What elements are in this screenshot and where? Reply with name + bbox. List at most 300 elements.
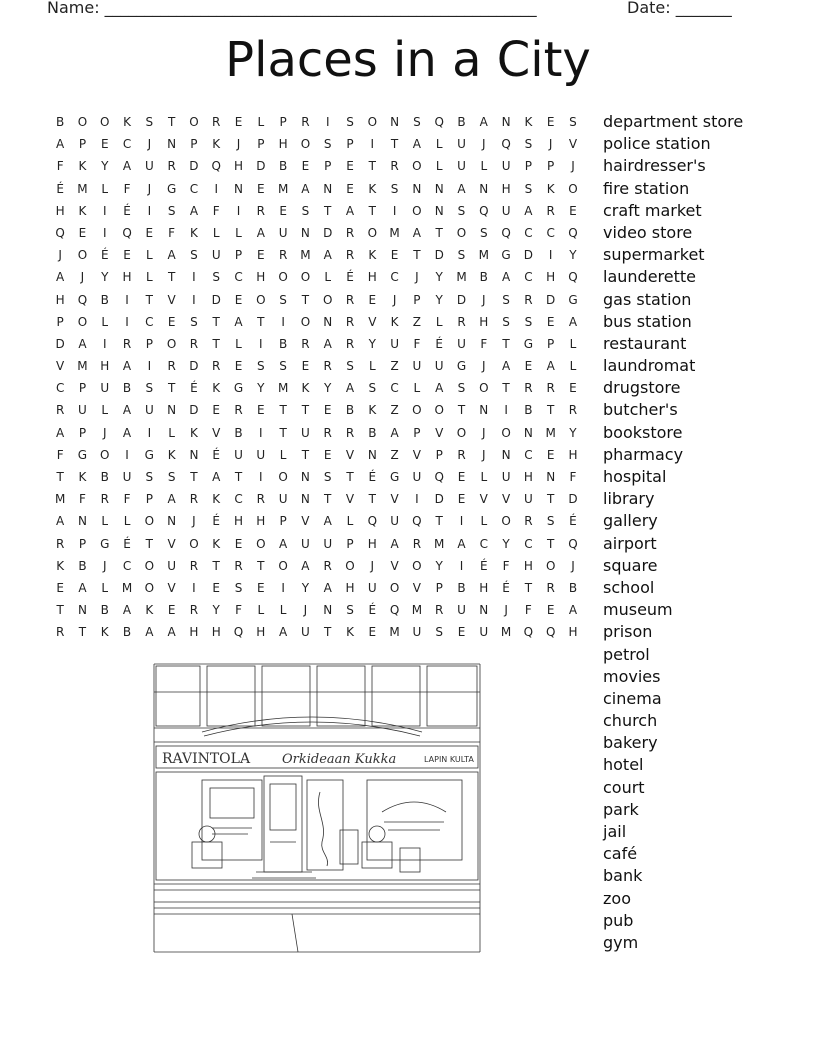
- grid-letter[interactable]: Z: [390, 403, 399, 418]
- grid-letter[interactable]: J: [482, 447, 486, 462]
- grid-letter[interactable]: N: [367, 447, 377, 462]
- grid-letter[interactable]: B: [457, 115, 466, 129]
- grid-letter[interactable]: A: [479, 115, 488, 129]
- grid-letter[interactable]: N: [300, 470, 310, 484]
- grid-letter[interactable]: M: [389, 625, 400, 640]
- grid-letter[interactable]: A: [122, 403, 132, 418]
- grid-letter[interactable]: R: [301, 115, 310, 129]
- grid-letter[interactable]: V: [390, 492, 399, 507]
- grid-letter[interactable]: L: [480, 514, 488, 529]
- grid-letter[interactable]: L: [235, 225, 242, 240]
- grid-letter[interactable]: A: [234, 314, 243, 329]
- grid-letter[interactable]: E: [123, 248, 131, 263]
- grid-letter[interactable]: E: [257, 248, 265, 263]
- grid-letter[interactable]: I: [392, 203, 397, 218]
- grid-letter[interactable]: K: [346, 625, 354, 640]
- grid-letter[interactable]: Q: [122, 225, 132, 240]
- grid-letter[interactable]: O: [501, 514, 511, 529]
- grid-letter[interactable]: U: [523, 492, 533, 507]
- grid-letter[interactable]: L: [257, 115, 265, 129]
- grid-letter[interactable]: B: [279, 336, 288, 351]
- grid-letter[interactable]: T: [145, 292, 153, 307]
- grid-letter[interactable]: S: [457, 248, 466, 263]
- grid-letter[interactable]: H: [479, 580, 489, 595]
- grid-letter[interactable]: E: [257, 580, 265, 595]
- grid-letter[interactable]: Y: [569, 248, 577, 263]
- grid-letter[interactable]: L: [123, 514, 131, 529]
- grid-letter[interactable]: B: [568, 580, 578, 595]
- grid-letter[interactable]: T: [346, 470, 354, 484]
- grid-letter[interactable]: C: [546, 225, 555, 240]
- grid-letter[interactable]: I: [125, 292, 129, 307]
- grid-letter[interactable]: O: [278, 270, 288, 285]
- grid-letter[interactable]: U: [457, 137, 466, 152]
- grid-letter[interactable]: R: [189, 492, 199, 507]
- grid-letter[interactable]: R: [234, 403, 243, 418]
- grid-letter[interactable]: O: [545, 558, 556, 573]
- grid-letter[interactable]: S: [167, 203, 176, 218]
- grid-letter[interactable]: K: [78, 159, 87, 174]
- grid-letter[interactable]: N: [300, 492, 310, 507]
- grid-letter[interactable]: H: [211, 625, 221, 640]
- grid-letter[interactable]: E: [279, 203, 287, 218]
- grid-letter[interactable]: C: [524, 536, 533, 551]
- grid-letter[interactable]: A: [501, 359, 511, 374]
- grid-letter[interactable]: O: [456, 225, 467, 240]
- grid-letter[interactable]: R: [323, 425, 332, 440]
- grid-letter[interactable]: D: [189, 159, 199, 174]
- grid-letter[interactable]: U: [278, 492, 288, 507]
- grid-letter[interactable]: S: [323, 470, 332, 484]
- grid-letter[interactable]: C: [524, 270, 533, 285]
- grid-letter[interactable]: V: [345, 492, 355, 507]
- grid-letter[interactable]: U: [457, 603, 466, 618]
- grid-letter[interactable]: B: [122, 381, 132, 396]
- grid-letter[interactable]: H: [55, 292, 65, 307]
- grid-letter[interactable]: A: [524, 203, 533, 218]
- grid-letter[interactable]: O: [77, 248, 88, 263]
- grid-letter[interactable]: O: [479, 381, 489, 396]
- grid-letter[interactable]: Q: [501, 225, 511, 240]
- grid-letter[interactable]: M: [456, 270, 467, 285]
- grid-letter[interactable]: B: [100, 603, 109, 618]
- grid-letter[interactable]: Y: [569, 425, 577, 440]
- grid-letter[interactable]: V: [56, 359, 65, 374]
- grid-letter[interactable]: P: [279, 514, 287, 529]
- grid-letter[interactable]: U: [390, 514, 399, 529]
- grid-letter[interactable]: G: [144, 447, 154, 462]
- grid-letter[interactable]: L: [569, 359, 577, 374]
- grid-letter[interactable]: O: [77, 115, 88, 129]
- grid-letter[interactable]: A: [122, 159, 132, 174]
- grid-letter[interactable]: T: [324, 625, 332, 640]
- grid-letter[interactable]: R: [546, 381, 555, 396]
- grid-letter[interactable]: L: [279, 447, 287, 462]
- grid-letter[interactable]: S: [368, 381, 377, 396]
- grid-letter[interactable]: Y: [502, 536, 510, 551]
- grid-letter[interactable]: E: [234, 115, 243, 129]
- grid-letter[interactable]: V: [345, 447, 355, 462]
- grid-letter[interactable]: E: [323, 403, 332, 418]
- grid-letter[interactable]: J: [236, 137, 241, 152]
- grid-letter[interactable]: L: [101, 403, 109, 418]
- grid-letter[interactable]: T: [56, 603, 64, 618]
- grid-letter[interactable]: G: [77, 447, 88, 462]
- grid-letter[interactable]: K: [212, 492, 221, 507]
- grid-letter[interactable]: I: [370, 137, 375, 152]
- grid-letter[interactable]: F: [235, 603, 242, 618]
- grid-letter[interactable]: T: [56, 470, 64, 484]
- grid-letter[interactable]: E: [457, 492, 466, 507]
- grid-letter[interactable]: U: [100, 381, 110, 396]
- grid-letter[interactable]: I: [147, 425, 152, 440]
- grid-letter[interactable]: T: [413, 248, 421, 263]
- grid-letter[interactable]: É: [502, 580, 510, 595]
- grid-letter[interactable]: D: [456, 292, 467, 307]
- date-field[interactable]: Date: _______: [627, 0, 732, 17]
- grid-letter[interactable]: R: [189, 558, 199, 573]
- grid-letter[interactable]: J: [482, 359, 486, 374]
- grid-letter[interactable]: S: [301, 203, 310, 218]
- grid-letter[interactable]: I: [259, 470, 263, 484]
- grid-letter[interactable]: K: [167, 447, 176, 462]
- grid-letter[interactable]: B: [100, 292, 109, 307]
- grid-letter[interactable]: A: [78, 580, 87, 595]
- grid-letter[interactable]: M: [434, 536, 445, 551]
- grid-letter[interactable]: A: [390, 425, 399, 440]
- grid-letter[interactable]: É: [56, 181, 64, 196]
- grid-letter[interactable]: V: [435, 425, 444, 440]
- grid-letter[interactable]: É: [123, 536, 131, 551]
- grid-letter[interactable]: F: [123, 181, 131, 196]
- grid-letter[interactable]: F: [56, 159, 64, 174]
- grid-letter[interactable]: R: [323, 359, 332, 374]
- grid-letter[interactable]: O: [501, 425, 511, 440]
- grid-letter[interactable]: C: [524, 447, 533, 462]
- grid-letter[interactable]: H: [256, 625, 266, 640]
- grid-letter[interactable]: S: [457, 381, 466, 396]
- grid-letter[interactable]: Q: [545, 625, 556, 640]
- grid-letter[interactable]: U: [412, 470, 422, 484]
- grid-letter[interactable]: T: [234, 470, 243, 484]
- grid-letter[interactable]: V: [412, 447, 421, 462]
- grid-letter[interactable]: N: [323, 603, 333, 618]
- grid-letter[interactable]: S: [190, 314, 198, 329]
- grid-letter[interactable]: P: [56, 314, 64, 329]
- grid-letter[interactable]: A: [301, 181, 310, 196]
- grid-letter[interactable]: A: [78, 336, 87, 351]
- grid-letter[interactable]: L: [257, 603, 265, 618]
- grid-letter[interactable]: B: [78, 558, 87, 573]
- grid-letter[interactable]: N: [546, 470, 556, 484]
- grid-letter[interactable]: Z: [412, 314, 422, 329]
- grid-letter[interactable]: E: [457, 470, 466, 484]
- grid-letter[interactable]: O: [166, 336, 177, 351]
- grid-letter[interactable]: R: [278, 248, 288, 263]
- grid-letter[interactable]: R: [100, 492, 109, 507]
- grid-letter[interactable]: A: [457, 181, 466, 196]
- grid-letter[interactable]: I: [236, 203, 241, 218]
- grid-letter[interactable]: F: [56, 447, 64, 462]
- grid-letter[interactable]: B: [457, 580, 466, 595]
- grid-letter[interactable]: J: [192, 514, 196, 529]
- grid-letter[interactable]: T: [212, 558, 220, 573]
- grid-letter[interactable]: C: [122, 137, 132, 152]
- grid-letter[interactable]: U: [211, 248, 221, 263]
- grid-letter[interactable]: H: [189, 625, 199, 640]
- grid-letter[interactable]: T: [301, 292, 310, 307]
- grid-letter[interactable]: F: [78, 492, 86, 507]
- grid-letter[interactable]: T: [257, 558, 265, 573]
- grid-letter[interactable]: I: [325, 115, 330, 129]
- grid-letter[interactable]: I: [192, 292, 196, 307]
- grid-letter[interactable]: J: [548, 137, 553, 152]
- grid-letter[interactable]: S: [479, 225, 488, 240]
- grid-letter[interactable]: P: [145, 492, 153, 507]
- grid-letter[interactable]: J: [370, 558, 375, 573]
- grid-letter[interactable]: C: [524, 225, 533, 240]
- grid-letter[interactable]: Y: [257, 381, 265, 396]
- grid-letter[interactable]: P: [190, 137, 198, 152]
- grid-letter[interactable]: T: [301, 447, 310, 462]
- grid-letter[interactable]: T: [390, 137, 399, 152]
- grid-letter[interactable]: I: [281, 314, 285, 329]
- grid-letter[interactable]: S: [323, 137, 332, 152]
- grid-letter[interactable]: A: [122, 603, 132, 618]
- grid-letter[interactable]: B: [100, 470, 109, 484]
- grid-letter[interactable]: C: [55, 381, 65, 396]
- grid-letter[interactable]: B: [234, 425, 243, 440]
- grid-letter[interactable]: H: [55, 203, 65, 218]
- grid-letter[interactable]: P: [435, 447, 443, 462]
- grid-letter[interactable]: P: [524, 159, 532, 174]
- grid-letter[interactable]: N: [189, 447, 199, 462]
- grid-letter[interactable]: R: [323, 558, 332, 573]
- grid-letter[interactable]: S: [390, 181, 399, 196]
- grid-letter[interactable]: P: [435, 580, 443, 595]
- grid-letter[interactable]: D: [55, 336, 65, 351]
- grid-letter[interactable]: T: [435, 514, 443, 529]
- grid-letter[interactable]: R: [524, 381, 533, 396]
- grid-letter[interactable]: S: [145, 470, 154, 484]
- grid-letter[interactable]: F: [502, 558, 510, 573]
- grid-letter[interactable]: I: [281, 580, 285, 595]
- grid-letter[interactable]: A: [390, 536, 399, 551]
- grid-letter[interactable]: T: [547, 536, 555, 551]
- grid-letter[interactable]: Q: [568, 225, 578, 240]
- grid-letter[interactable]: P: [279, 115, 287, 129]
- grid-letter[interactable]: S: [145, 115, 154, 129]
- grid-letter[interactable]: E: [546, 314, 555, 329]
- grid-letter[interactable]: A: [412, 225, 421, 240]
- grid-letter[interactable]: F: [212, 203, 220, 218]
- grid-letter[interactable]: Z: [390, 447, 399, 462]
- grid-letter[interactable]: E: [524, 359, 533, 374]
- grid-letter[interactable]: F: [569, 470, 577, 484]
- grid-letter[interactable]: P: [78, 425, 87, 440]
- grid-letter[interactable]: G: [100, 536, 110, 551]
- grid-letter[interactable]: P: [78, 536, 87, 551]
- grid-letter[interactable]: V: [568, 137, 578, 152]
- grid-letter[interactable]: H: [479, 314, 489, 329]
- grid-letter[interactable]: É: [368, 470, 377, 484]
- grid-letter[interactable]: U: [434, 359, 444, 374]
- grid-letter[interactable]: I: [125, 447, 129, 462]
- grid-letter[interactable]: A: [145, 625, 154, 640]
- grid-letter[interactable]: F: [480, 336, 488, 351]
- grid-letter[interactable]: J: [102, 558, 107, 573]
- grid-letter[interactable]: N: [167, 403, 177, 418]
- grid-letter[interactable]: H: [546, 270, 556, 285]
- grid-letter[interactable]: T: [524, 580, 533, 595]
- grid-letter[interactable]: S: [457, 203, 466, 218]
- grid-letter[interactable]: T: [301, 403, 310, 418]
- grid-letter[interactable]: N: [479, 403, 489, 418]
- grid-letter[interactable]: É: [212, 514, 221, 529]
- grid-letter[interactable]: T: [547, 492, 555, 507]
- grid-letter[interactable]: O: [389, 580, 400, 595]
- grid-letter[interactable]: U: [501, 470, 511, 484]
- grid-letter[interactable]: A: [568, 314, 578, 329]
- grid-letter[interactable]: U: [412, 625, 422, 640]
- grid-letter[interactable]: C: [122, 558, 132, 573]
- grid-letter[interactable]: S: [413, 115, 421, 129]
- grid-letter[interactable]: É: [435, 336, 443, 351]
- grid-letter[interactable]: N: [434, 203, 444, 218]
- grid-letter[interactable]: D: [434, 492, 444, 507]
- grid-letter[interactable]: H: [234, 159, 244, 174]
- grid-letter[interactable]: E: [234, 359, 243, 374]
- grid-letter[interactable]: S: [346, 115, 354, 129]
- grid-letter[interactable]: O: [144, 580, 155, 595]
- grid-letter[interactable]: E: [257, 181, 265, 196]
- grid-letter[interactable]: B: [368, 425, 377, 440]
- grid-letter[interactable]: T: [435, 225, 443, 240]
- grid-letter[interactable]: J: [571, 159, 575, 174]
- grid-letter[interactable]: A: [457, 536, 466, 551]
- grid-letter[interactable]: F: [524, 603, 532, 618]
- grid-letter[interactable]: K: [368, 181, 377, 196]
- grid-letter[interactable]: A: [345, 203, 355, 218]
- grid-letter[interactable]: K: [368, 403, 377, 418]
- grid-letter[interactable]: C: [479, 536, 488, 551]
- grid-letter[interactable]: N: [323, 314, 333, 329]
- grid-letter[interactable]: T: [167, 381, 176, 396]
- grid-letter[interactable]: R: [390, 159, 399, 174]
- grid-letter[interactable]: U: [323, 536, 333, 551]
- grid-letter[interactable]: K: [78, 203, 87, 218]
- grid-letter[interactable]: K: [123, 115, 131, 129]
- grid-letter[interactable]: E: [167, 603, 176, 618]
- grid-letter[interactable]: E: [346, 181, 354, 196]
- grid-letter[interactable]: R: [55, 536, 65, 551]
- grid-letter[interactable]: R: [234, 558, 243, 573]
- grid-letter[interactable]: U: [234, 447, 243, 462]
- grid-letter[interactable]: V: [167, 292, 176, 307]
- grid-letter[interactable]: L: [368, 359, 376, 374]
- grid-letter[interactable]: S: [167, 470, 176, 484]
- grid-letter[interactable]: N: [479, 181, 489, 196]
- grid-letter[interactable]: Q: [523, 625, 534, 640]
- grid-letter[interactable]: K: [524, 115, 533, 129]
- grid-letter[interactable]: P: [547, 159, 555, 174]
- grid-letter[interactable]: G: [501, 248, 511, 263]
- grid-letter[interactable]: K: [189, 425, 198, 440]
- grid-letter[interactable]: E: [569, 203, 577, 218]
- grid-letter[interactable]: N: [167, 514, 177, 529]
- grid-letter[interactable]: E: [100, 137, 109, 152]
- grid-letter[interactable]: A: [56, 270, 65, 285]
- grid-letter[interactable]: J: [482, 425, 486, 440]
- grid-letter[interactable]: T: [502, 336, 510, 351]
- grid-letter[interactable]: H: [256, 514, 266, 529]
- grid-letter[interactable]: P: [413, 425, 421, 440]
- grid-letter[interactable]: J: [147, 181, 152, 196]
- grid-letter[interactable]: L: [212, 225, 220, 240]
- grid-letter[interactable]: T: [502, 381, 510, 396]
- grid-letter[interactable]: R: [435, 603, 444, 618]
- grid-letter[interactable]: K: [145, 603, 154, 618]
- grid-letter[interactable]: G: [166, 181, 177, 196]
- grid-letter[interactable]: I: [459, 514, 464, 529]
- grid-letter[interactable]: S: [435, 625, 443, 640]
- grid-letter[interactable]: P: [547, 336, 555, 351]
- grid-letter[interactable]: T: [368, 492, 376, 507]
- grid-letter[interactable]: C: [145, 314, 154, 329]
- grid-letter[interactable]: M: [478, 248, 489, 263]
- grid-letter[interactable]: H: [367, 270, 377, 285]
- grid-letter[interactable]: E: [368, 292, 377, 307]
- grid-letter[interactable]: Y: [301, 580, 310, 595]
- grid-letter[interactable]: P: [346, 137, 354, 152]
- grid-letter[interactable]: I: [102, 225, 107, 240]
- grid-letter[interactable]: J: [58, 248, 62, 263]
- grid-letter[interactable]: H: [523, 558, 533, 573]
- grid-letter[interactable]: A: [167, 492, 176, 507]
- grid-letter[interactable]: H: [100, 359, 110, 374]
- grid-letter[interactable]: Q: [501, 137, 511, 152]
- grid-letter[interactable]: Y: [435, 558, 443, 573]
- grid-letter[interactable]: I: [259, 336, 263, 351]
- grid-letter[interactable]: A: [122, 425, 132, 440]
- grid-letter[interactable]: S: [524, 181, 533, 196]
- grid-letter[interactable]: T: [324, 492, 332, 507]
- grid-letter[interactable]: T: [368, 203, 376, 218]
- grid-letter[interactable]: O: [144, 514, 155, 529]
- grid-letter[interactable]: É: [212, 447, 221, 462]
- grid-letter[interactable]: A: [323, 514, 332, 529]
- grid-letter[interactable]: H: [345, 580, 355, 595]
- name-field[interactable]: Name: ______________________________________________________: [47, 0, 537, 17]
- grid-letter[interactable]: G: [233, 381, 244, 396]
- grid-letter[interactable]: J: [482, 137, 486, 152]
- grid-letter[interactable]: P: [78, 381, 87, 396]
- grid-letter[interactable]: L: [413, 381, 421, 396]
- grid-letter[interactable]: N: [300, 225, 310, 240]
- grid-letter[interactable]: S: [279, 359, 287, 374]
- grid-letter[interactable]: O: [322, 292, 333, 307]
- grid-letter[interactable]: N: [323, 181, 333, 196]
- grid-letter[interactable]: U: [390, 336, 399, 351]
- grid-letter[interactable]: M: [54, 492, 66, 507]
- grid-letter[interactable]: Q: [233, 625, 244, 640]
- grid-letter[interactable]: J: [392, 292, 397, 307]
- grid-letter[interactable]: M: [500, 625, 512, 640]
- grid-letter[interactable]: A: [323, 248, 332, 263]
- grid-letter[interactable]: E: [56, 580, 64, 595]
- grid-letter[interactable]: É: [346, 270, 354, 285]
- grid-letter[interactable]: H: [367, 536, 377, 551]
